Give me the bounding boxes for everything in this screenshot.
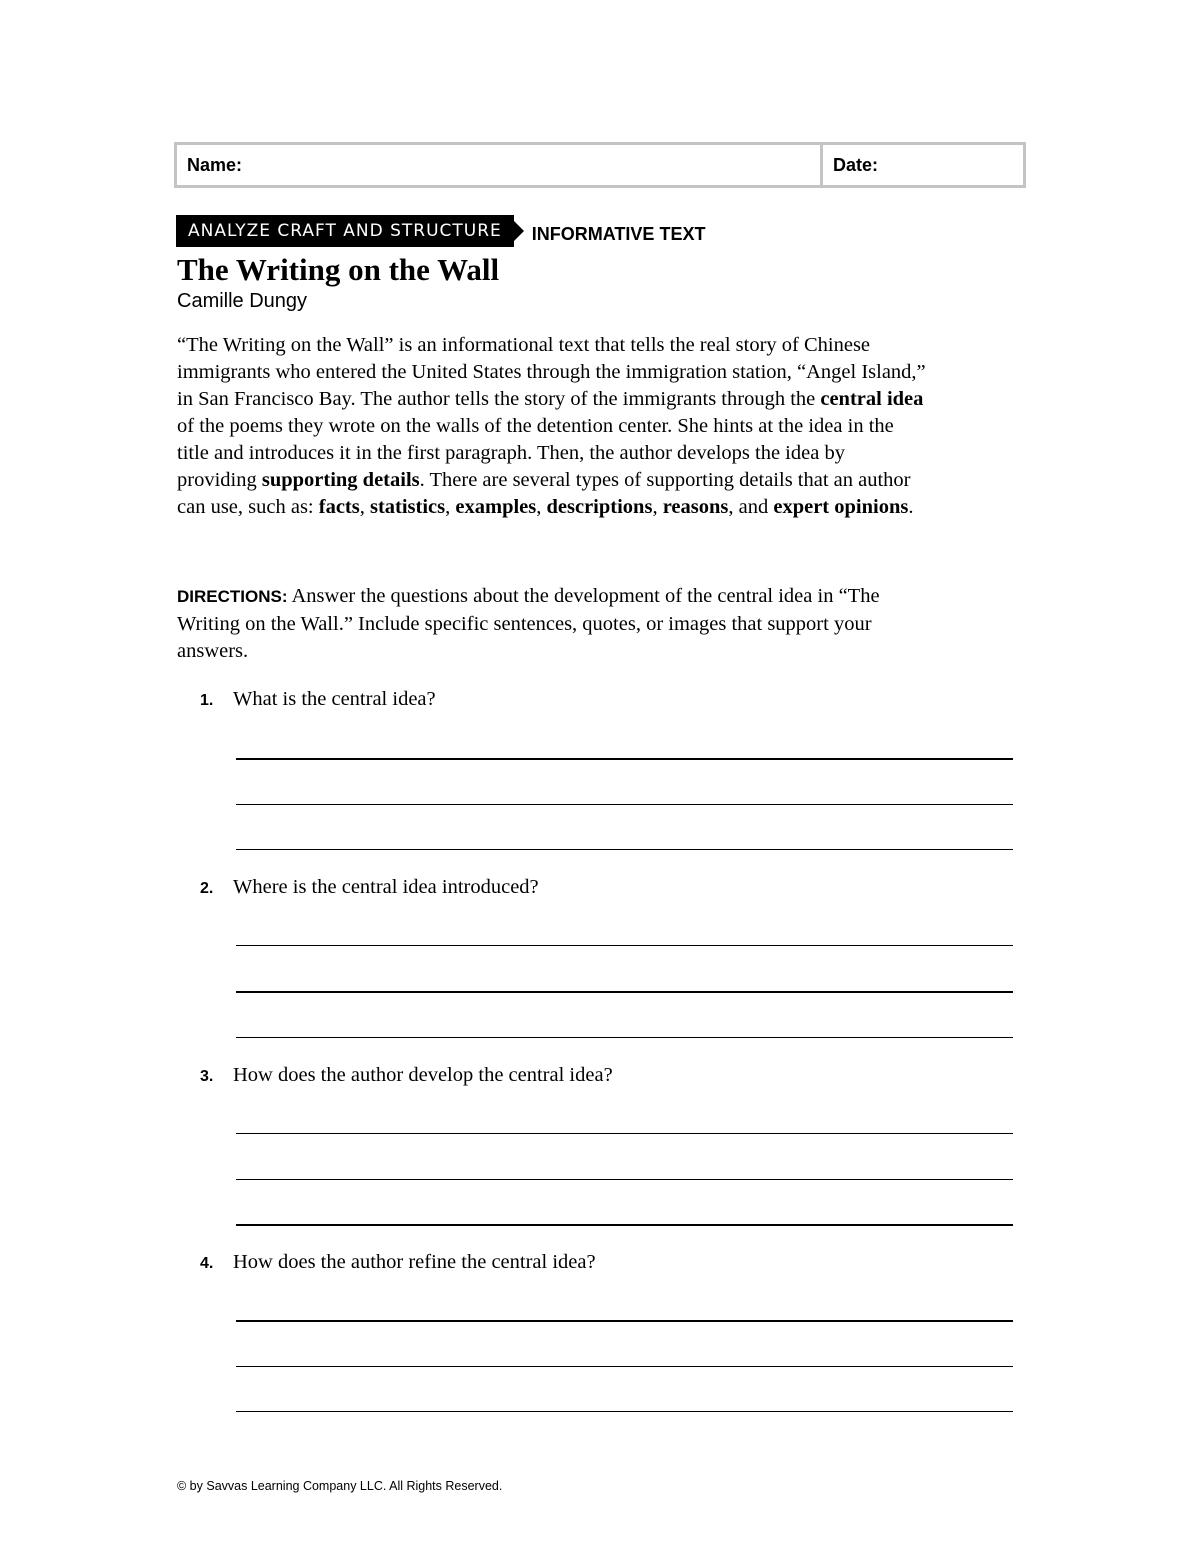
directions-label: DIRECTIONS: <box>177 587 288 606</box>
answer-line[interactable] <box>236 804 1013 805</box>
date-label: Date: <box>833 154 879 175</box>
term-examples: examples <box>455 496 537 518</box>
term-supporting-details: supporting details <box>261 469 420 491</box>
copyright-footer: © by Savvas Learning Company LLC. All Rights Reserved. <box>177 1479 503 1493</box>
directions-text: Answer the questions about the development of the central idea in “The Writing on the Wall.” Include specific sentences, quotes, or images that support your answers. <box>177 585 880 662</box>
comma: , <box>536 496 542 518</box>
answer-line[interactable] <box>236 1411 1013 1412</box>
question-text: How does the author refine the central idea? <box>233 1251 596 1273</box>
answer-line[interactable] <box>236 1037 1013 1038</box>
question-text: What is the central idea? <box>233 688 436 710</box>
intro-paragraph <box>177 332 927 521</box>
answer-line[interactable] <box>236 1179 1013 1180</box>
question-number: 4. <box>200 1255 214 1272</box>
date-field[interactable] <box>823 145 1023 185</box>
answer-line[interactable] <box>236 1366 1013 1367</box>
word-and: and <box>738 496 769 518</box>
question-3 <box>200 1064 1015 1087</box>
term-statistics: statistics <box>369 496 446 518</box>
comma: , <box>445 496 451 518</box>
answer-line[interactable] <box>236 945 1013 946</box>
name-field[interactable] <box>177 145 823 185</box>
answer-line[interactable] <box>236 991 1013 993</box>
question-4 <box>200 1251 1015 1274</box>
term-descriptions: descriptions <box>546 496 653 518</box>
question-number: 3. <box>200 1068 214 1085</box>
name-date-box <box>174 142 1026 188</box>
text-type-label: INFORMATIVE TEXT <box>531 223 706 244</box>
intro-text-3: . There are several types of supporting details that an author can use, such as: <box>177 469 911 518</box>
answer-line[interactable] <box>236 1133 1013 1134</box>
intro-text-2: of the poems they wrote on the walls of the detention center. She hints at the idea in the title and introduces it in the first paragraph. Then, the author develops the idea by providing <box>177 415 894 491</box>
question-text: How does the author develop the central idea? <box>233 1064 613 1086</box>
comma: , <box>652 496 658 518</box>
answer-line[interactable] <box>236 1320 1013 1322</box>
answer-line[interactable] <box>236 849 1013 850</box>
section-label: ANALYZE CRAFT AND STRUCTURE <box>176 215 514 247</box>
banner-arrow-icon <box>514 221 524 241</box>
answer-line[interactable] <box>236 758 1013 760</box>
question-text: Where is the central idea introduced? <box>233 876 539 898</box>
term-reasons: reasons <box>662 496 729 518</box>
period: . <box>908 496 914 518</box>
comma: , <box>728 496 734 518</box>
intro-text-1: “The Writing on the Wall” is an informational text that tells the real story of Chinese immigrants who entered the United States through the immigration station, “Angel Island,” in San Francisco Bay. The author tells the story of the immigrants through the <box>177 334 926 410</box>
question-number: 2. <box>200 880 214 897</box>
term-central-idea: central idea <box>820 388 924 410</box>
comma: , <box>359 496 365 518</box>
author-name: Camille Dungy <box>177 290 308 312</box>
term-facts: facts <box>318 496 360 518</box>
name-label: Name: <box>187 154 243 175</box>
section-banner <box>176 215 705 247</box>
term-expert-opinions: expert opinions <box>773 496 909 518</box>
directions <box>177 583 927 666</box>
page-title: The Writing on the Wall <box>177 252 500 287</box>
question-number: 1. <box>200 692 214 709</box>
question-2 <box>200 876 1015 899</box>
question-1 <box>200 688 1015 711</box>
answer-line[interactable] <box>236 1224 1013 1226</box>
